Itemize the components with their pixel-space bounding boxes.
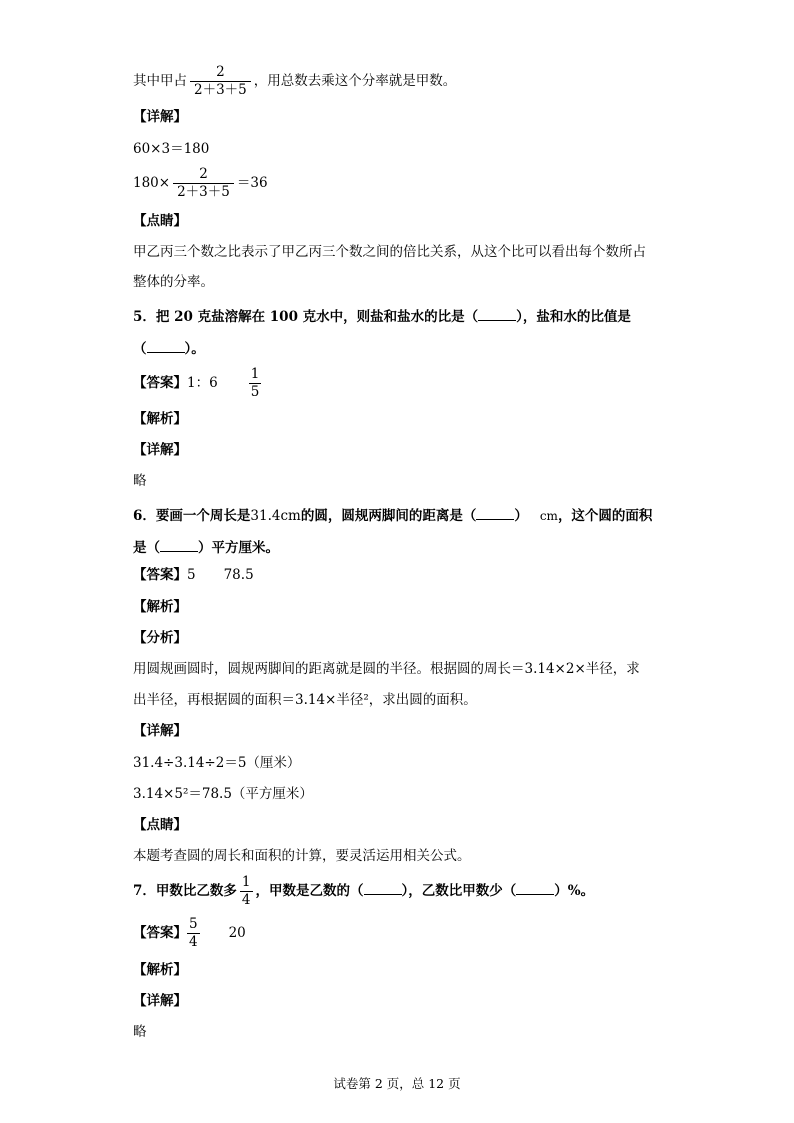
- question-text: ）。: [184, 341, 205, 357]
- answer-blank: [160, 537, 198, 552]
- text-line: 略: [133, 473, 147, 489]
- fraction-numerator: 1: [250, 366, 260, 382]
- section-label-analysis: 【解析】: [133, 411, 187, 427]
- fraction-numerator: 2: [216, 64, 225, 80]
- question-text: 5．把 20 克盐溶解在 100 克水中，则盐和盐水的比是（: [133, 309, 479, 325]
- answer-label: 【答案】: [133, 567, 187, 583]
- line-text: 其中甲占: [133, 73, 187, 89]
- section-label-fenxi: 【分析】: [133, 630, 187, 646]
- question-text: ）%。: [554, 883, 595, 899]
- page-footer: 试卷第 2 页，总 12 页: [333, 1076, 461, 1091]
- question-7-line: [133, 874, 594, 909]
- fraction-denominator: 4: [189, 934, 198, 950]
- line-text: ，用总数去乘这个分率就是甲数。: [253, 73, 457, 89]
- calc-line: 3.14×5²＝78.5（平方厘米）: [133, 786, 313, 802]
- fraction-numerator: 2: [199, 166, 208, 182]
- fraction: [173, 166, 234, 201]
- question-6-line-1: 6．要画一个周长是31.4cm的圆，圆规两脚间的距离是（ ） cm，这个圆的面积: [133, 505, 652, 525]
- fraction: [190, 64, 251, 99]
- fraction-denominator: 2＋3＋5: [190, 81, 251, 99]
- fraction-denominator: 2＋3＋5: [173, 183, 234, 201]
- question-text: ），盐和水的比值是: [516, 309, 631, 325]
- length-value: 31.4cm: [250, 508, 301, 524]
- section-label-detail: 【详解】: [133, 993, 187, 1009]
- text-line: [133, 64, 456, 99]
- question-text: 6．要画一个周长是: [133, 508, 251, 524]
- question-text: 的圆，圆规两脚间的距离是（: [300, 508, 477, 524]
- text-line: 整体的分率。: [133, 274, 214, 290]
- section-label-dianjing: 【点睛】: [133, 817, 187, 833]
- line-text: 180×: [133, 175, 171, 191]
- text-line: 略: [133, 1024, 147, 1040]
- calc-line: [133, 166, 268, 201]
- text-line: 出半径，再根据圆的面积＝3.14×半径²，求出圆的面积。: [133, 692, 477, 708]
- question-text: ，这个圆的面积: [557, 508, 653, 524]
- answer-value: 1：6: [187, 375, 218, 391]
- question-text: ，甲数是乙数的（: [255, 883, 364, 899]
- section-label-dianjing: 【点睛】: [133, 213, 187, 229]
- answer-fraction: [249, 366, 262, 401]
- question-5-line-2: [133, 338, 205, 358]
- answer-blank: [478, 306, 516, 321]
- section-label-detail: 【详解】: [133, 109, 187, 125]
- question-5-line-1: [133, 306, 631, 326]
- section-label-detail: 【详解】: [133, 723, 187, 739]
- question-text: （: [133, 341, 147, 357]
- fraction-numerator: 5: [189, 916, 198, 932]
- answer-blank: [147, 338, 185, 353]
- calc-line: 31.4÷3.14÷2＝5（厘米）: [133, 755, 301, 771]
- question-6-line-2: [133, 537, 279, 557]
- question-text: ）平方厘米。: [198, 540, 279, 556]
- text-line: 本题考查圆的周长和面积的计算，要灵活运用相关公式。: [133, 848, 471, 864]
- answer-value: 5: [187, 567, 196, 583]
- text-line: 用圆规画圆时，圆规两脚间的距离就是圆的半径。根据圆的周长＝3.14×2×半径，求: [133, 661, 640, 677]
- answer-label: 【答案】: [133, 925, 187, 941]
- question-text: ），乙数比甲数少（: [401, 883, 517, 899]
- fraction-denominator: 4: [241, 892, 251, 908]
- section-label-detail: 【详解】: [133, 442, 187, 458]
- answer-blank: [364, 880, 402, 895]
- answer-fraction: [187, 916, 200, 951]
- question-text: 是（: [133, 540, 160, 556]
- answer-label: 【答案】: [133, 375, 187, 391]
- calc-line: 60×3＝180: [133, 141, 210, 157]
- section-label-analysis: 【解析】: [133, 599, 187, 615]
- answer-value: 78.5: [223, 567, 254, 583]
- answer-line: [133, 916, 246, 951]
- answer-value: 20: [228, 925, 246, 941]
- text-line: 甲乙丙三个数之比表示了甲乙丙三个数之间的倍比关系，从这个比可以看出每个数所占: [133, 244, 646, 260]
- unit-text: cm: [539, 509, 558, 523]
- answer-line: [133, 566, 254, 584]
- answer-line: [133, 366, 264, 401]
- fraction: [240, 874, 253, 909]
- fraction-denominator: 5: [250, 384, 260, 400]
- answer-blank: [476, 505, 514, 520]
- section-label-analysis: 【解析】: [133, 962, 187, 978]
- line-text: ＝36: [236, 175, 268, 191]
- fraction-numerator: 1: [241, 874, 251, 890]
- answer-blank: [516, 880, 554, 895]
- question-text: 7．甲数比乙数多: [133, 883, 237, 899]
